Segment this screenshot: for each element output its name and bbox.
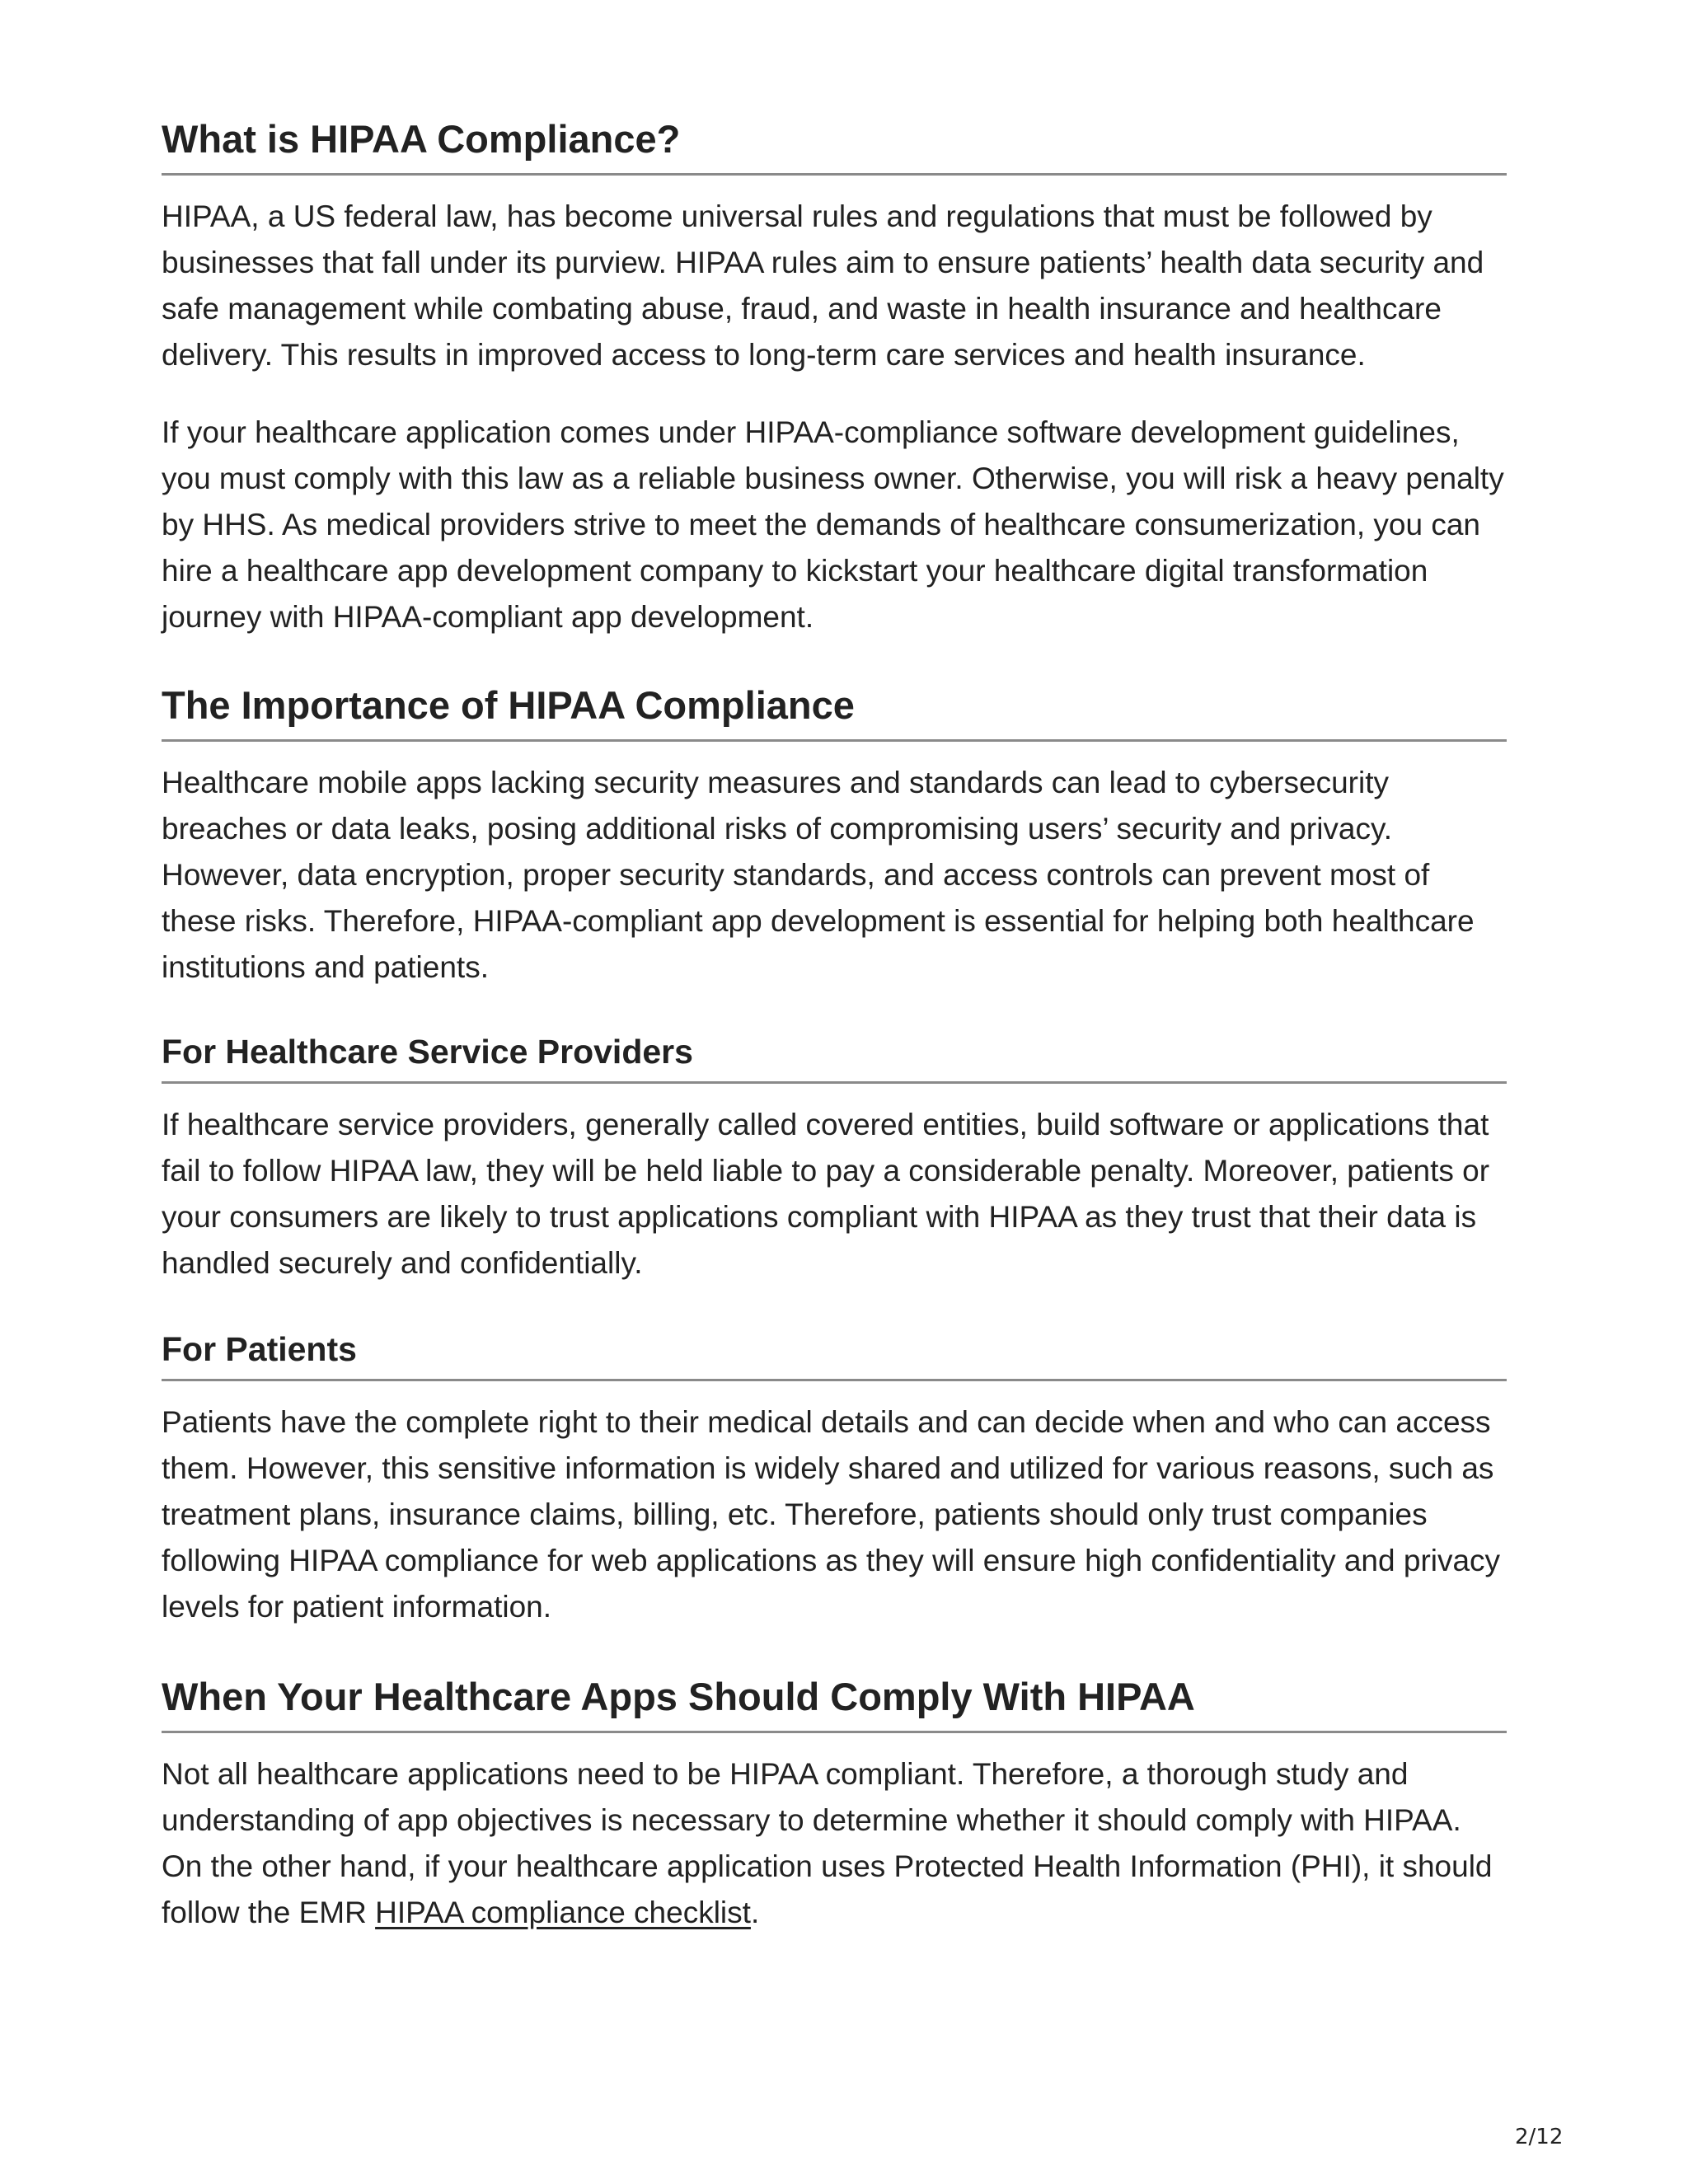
heading-what-is-hipaa: What is HIPAA Compliance? — [162, 115, 1507, 176]
hipaa-checklist-link[interactable]: HIPAA compliance checklist — [375, 1896, 751, 1929]
paragraph-when-period: . — [750, 1896, 760, 1929]
paragraph-when-text: Not all healthcare applications need to be HIPAA compliant. Therefore, a thorough study and understanding of app objectives is necessary to determine whether it should comply with HIPAA. On the other hand, if your healthcare application uses Protected Health Information (PHI), it should follow the EMR — [162, 1757, 1493, 1929]
page-number: 2/12 — [1515, 2125, 1564, 2149]
heading-for-providers: For Healthcare Service Providers — [162, 1030, 1507, 1084]
paragraph-what-is-2: If your healthcare application comes under HIPAA-compliance software development guidelines, you must comply with this law as a reliable business owner. Otherwise, you will risk a heavy penalty by HHS. As medical providers strive to meet the demands of healthcare consumerization, you can hire a healthcare app development company to kickstart your healthcare digital transformation journey with HIPAA-compliant app development. — [162, 415, 1504, 634]
paragraph-when-1 — [162, 1751, 1507, 1936]
heading-importance: The Importance of HIPAA Compliance — [162, 682, 1507, 742]
heading-when-comply: When Your Healthcare Apps Should Comply With HIPAA — [162, 1673, 1507, 1733]
heading-for-patients: For Patients — [162, 1328, 1507, 1381]
paragraph-patients-1: Patients have the complete right to their medical details and can decide when and who can access them. However, this sensitive information is widely shared and utilized for various reasons, such as treatment plans, insurance claims, billing, etc. Therefore, patients should only trust companies following HIPAA compliance for web applications as they will ensure high confidentiality and privacy levels for patient information. — [162, 1405, 1501, 1624]
document-page — [162, 115, 1507, 1936]
paragraph-providers-1: If healthcare service providers, generally called covered entities, build software or applications that fail to follow HIPAA law, they will be held liable to pay a considerable penalty. Moreover, patients or your consumers are likely to trust applications compliant with HIPAA as they trust that their data is handled securely and confidentially. — [162, 1108, 1490, 1280]
paragraph-what-is-1: HIPAA, a US federal law, has become universal rules and regulations that must be followed by businesses that fall under its purview. HIPAA rules aim to ensure patients’ health data security and safe management while combating abuse, fraud, and waste in health insurance and healthcare delivery. This results in improved access to long-term care services and health insurance. — [162, 199, 1484, 372]
paragraph-importance-1: Healthcare mobile apps lacking security measures and standards can lead to cybersecurity breaches or data leaks, posing additional risks of compromising users’ security and privacy. However, data encryption, proper security standards, and access controls can prevent most of these risks. Therefore, HIPAA-compliant app development is essential for helping both healthcare institutions and patients. — [162, 766, 1475, 984]
